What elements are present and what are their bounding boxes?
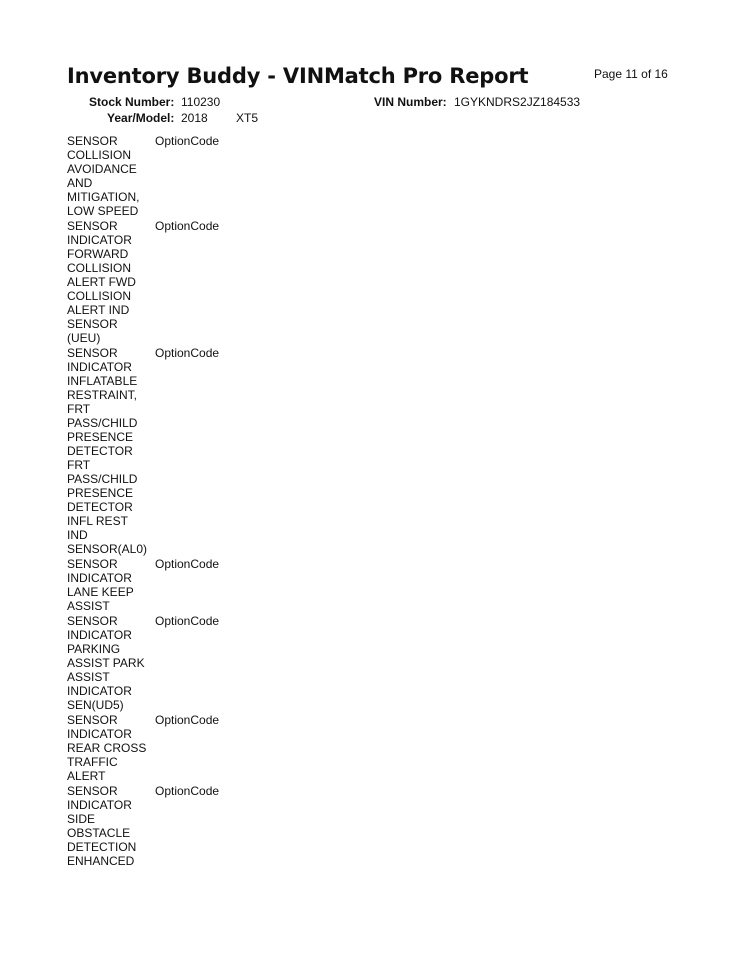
option-type: OptionCode (155, 219, 220, 233)
stock-number-value: 110230 (181, 95, 221, 109)
option-description-line: PRESENCE (67, 486, 134, 500)
option-type: OptionCode (155, 713, 220, 727)
option-description-line: OBSTACLE (67, 826, 131, 840)
option-description-line: IND (67, 528, 88, 542)
option-description-line: DETECTION (67, 840, 137, 854)
option-description-line: ENHANCED (67, 854, 135, 868)
vin-number-value: 1GYKNDRS2JZ184533 (454, 95, 581, 109)
option-description-line: RESTRAINT, (67, 388, 138, 402)
option-description-line: PARKING (67, 642, 121, 656)
option-description-line: INDICATOR (67, 727, 132, 741)
option-description-line: LOW SPEED (67, 204, 139, 218)
report-title: Inventory Buddy - VINMatch Pro Report (67, 64, 529, 88)
option-description-line: SEN(UD5) (67, 698, 124, 712)
option-description-line: INDICATOR (67, 798, 132, 812)
option-description-line: COLLISION (67, 289, 132, 303)
option-description (67, 784, 154, 868)
option-description-line: ALERT FWD (67, 275, 136, 289)
option-description-line: SENSOR (67, 134, 118, 148)
option-description (67, 219, 154, 345)
option-description-line: LANE KEEP (67, 585, 134, 599)
option-type: OptionCode (155, 346, 220, 360)
option-description-line: COLLISION (67, 148, 132, 162)
option-description-line: FORWARD (67, 247, 129, 261)
option-description-line: ASSIST PARK (67, 656, 145, 670)
option-description-line: INDICATOR (67, 571, 132, 585)
option-description-line: PASS/CHILD (67, 416, 138, 430)
option-description-line: COLLISION (67, 261, 132, 275)
option-description-line: INFL REST (67, 514, 128, 528)
option-row (67, 614, 267, 712)
option-description-line: REAR CROSS (67, 741, 147, 755)
option-description (67, 346, 154, 556)
option-description-line: DETECTOR (67, 500, 133, 514)
option-description-line: SENSOR (67, 557, 118, 571)
option-description-line: FRT (67, 402, 91, 416)
option-row (67, 557, 267, 613)
option-description-line: SENSOR (67, 317, 118, 331)
option-description-line: ASSIST (67, 599, 110, 613)
option-description-line: SIDE (67, 812, 96, 826)
option-row (67, 346, 267, 556)
option-row (67, 713, 267, 783)
option-description-line: ALERT IND (67, 303, 130, 317)
option-description-line: SENSOR (67, 614, 118, 628)
option-description-line: PRESENCE (67, 430, 134, 444)
option-description-line: SENSOR (67, 219, 118, 233)
option-row (67, 134, 267, 218)
option-description-line: SENSOR(AL0) (67, 542, 148, 556)
option-description-line: INDICATOR (67, 360, 132, 374)
option-description-line: SENSOR (67, 346, 118, 360)
option-description-line: SENSOR (67, 713, 118, 727)
option-description-line: INDICATOR (67, 684, 132, 698)
vin-number-label: VIN Number: (374, 95, 447, 109)
year-model-label: Year/Model: (107, 111, 175, 125)
option-description-line: PASS/CHILD (67, 472, 138, 486)
option-type: OptionCode (155, 614, 220, 628)
option-row (67, 219, 267, 345)
option-description (67, 614, 154, 712)
option-type: OptionCode (155, 557, 220, 571)
option-row (67, 784, 267, 868)
option-description-line: INDICATOR (67, 233, 132, 247)
option-description (67, 134, 154, 218)
page-number: Page 11 of 16 (594, 67, 668, 81)
option-description-line: MITIGATION, (67, 190, 140, 204)
model-value: XT5 (236, 111, 259, 125)
option-description-line: DETECTOR (67, 444, 133, 458)
option-description-line: INDICATOR (67, 628, 132, 642)
option-list (67, 134, 267, 869)
option-description-line: FRT (67, 458, 91, 472)
option-description-line: AVOIDANCE (67, 162, 137, 176)
option-description-line: AND (67, 176, 93, 190)
option-description-line: SENSOR (67, 784, 118, 798)
option-description (67, 713, 154, 783)
option-description-line: ALERT (67, 769, 106, 783)
option-type: OptionCode (155, 784, 220, 798)
stock-number-label: Stock Number: (89, 95, 175, 109)
option-description-line: (UEU) (67, 331, 101, 345)
year-value: 2018 (181, 111, 208, 125)
option-description (67, 557, 154, 613)
option-type: OptionCode (155, 134, 220, 148)
option-description-line: INFLATABLE (67, 374, 138, 388)
option-description-line: TRAFFIC (67, 755, 118, 769)
option-description-line: ASSIST (67, 670, 110, 684)
